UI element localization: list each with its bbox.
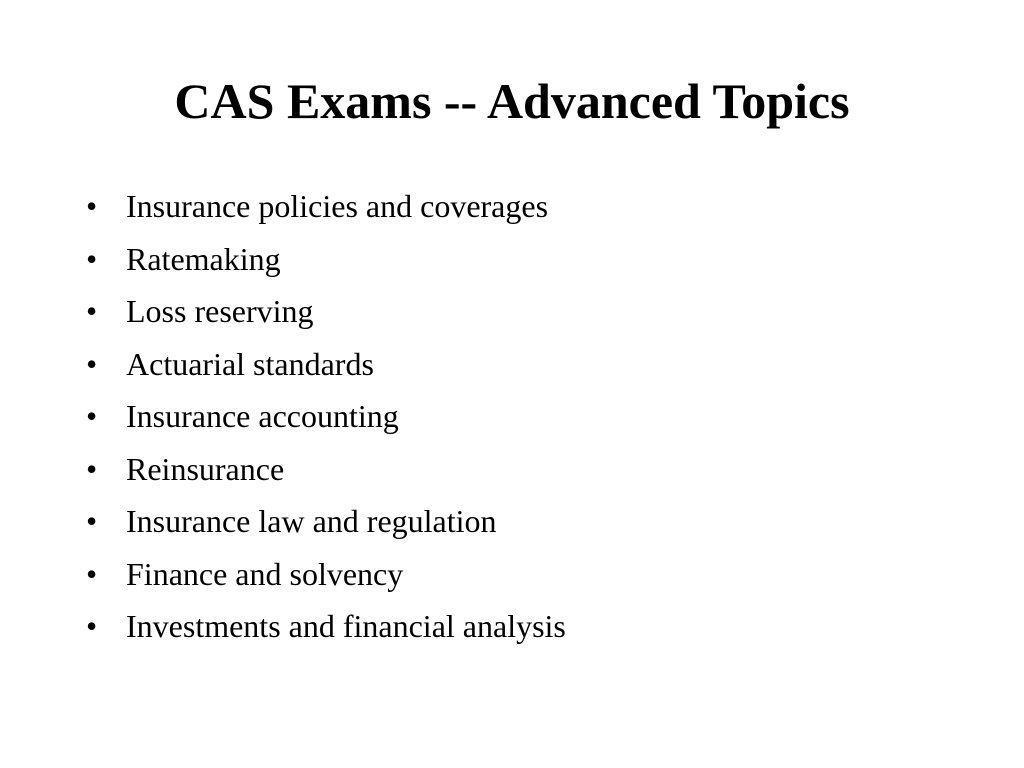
bullet-text: Actuarial standards: [126, 345, 374, 382]
bullet-item: [86, 600, 566, 653]
bullet-icon: •: [86, 240, 98, 277]
bullet-item: [86, 285, 566, 338]
bullet-item: [86, 390, 566, 443]
bullet-text: Ratemaking: [126, 240, 281, 277]
bullet-item: [86, 338, 566, 391]
bullet-text: Insurance accounting: [126, 398, 399, 434]
bullet-text: Insurance law and regulation: [126, 503, 497, 539]
bullet-text: Reinsurance: [126, 450, 285, 487]
bullet-text: Loss reserving: [126, 293, 314, 329]
bullet-icon: •: [86, 450, 98, 487]
bullet-list: [86, 180, 566, 653]
bullet-item: [86, 233, 566, 286]
slide-title: CAS Exams -- Advanced Topics: [174, 73, 850, 129]
bullet-icon: •: [86, 188, 98, 224]
bullet-text: Finance and solvency: [126, 555, 404, 592]
bullet-item: [86, 180, 566, 233]
bullet-icon: •: [86, 555, 98, 592]
bullet-text: Insurance policies and coverages: [126, 188, 549, 224]
bullet-icon: •: [86, 608, 98, 644]
bullet-item: [86, 443, 566, 496]
bullet-icon: •: [86, 398, 98, 434]
bullet-icon: •: [86, 503, 98, 539]
bullet-icon: •: [86, 293, 98, 329]
bullet-item: [86, 548, 566, 601]
bullet-text: Investments and financial analysis: [126, 608, 566, 644]
bullet-icon: •: [86, 345, 98, 382]
bullet-item: [86, 495, 566, 548]
